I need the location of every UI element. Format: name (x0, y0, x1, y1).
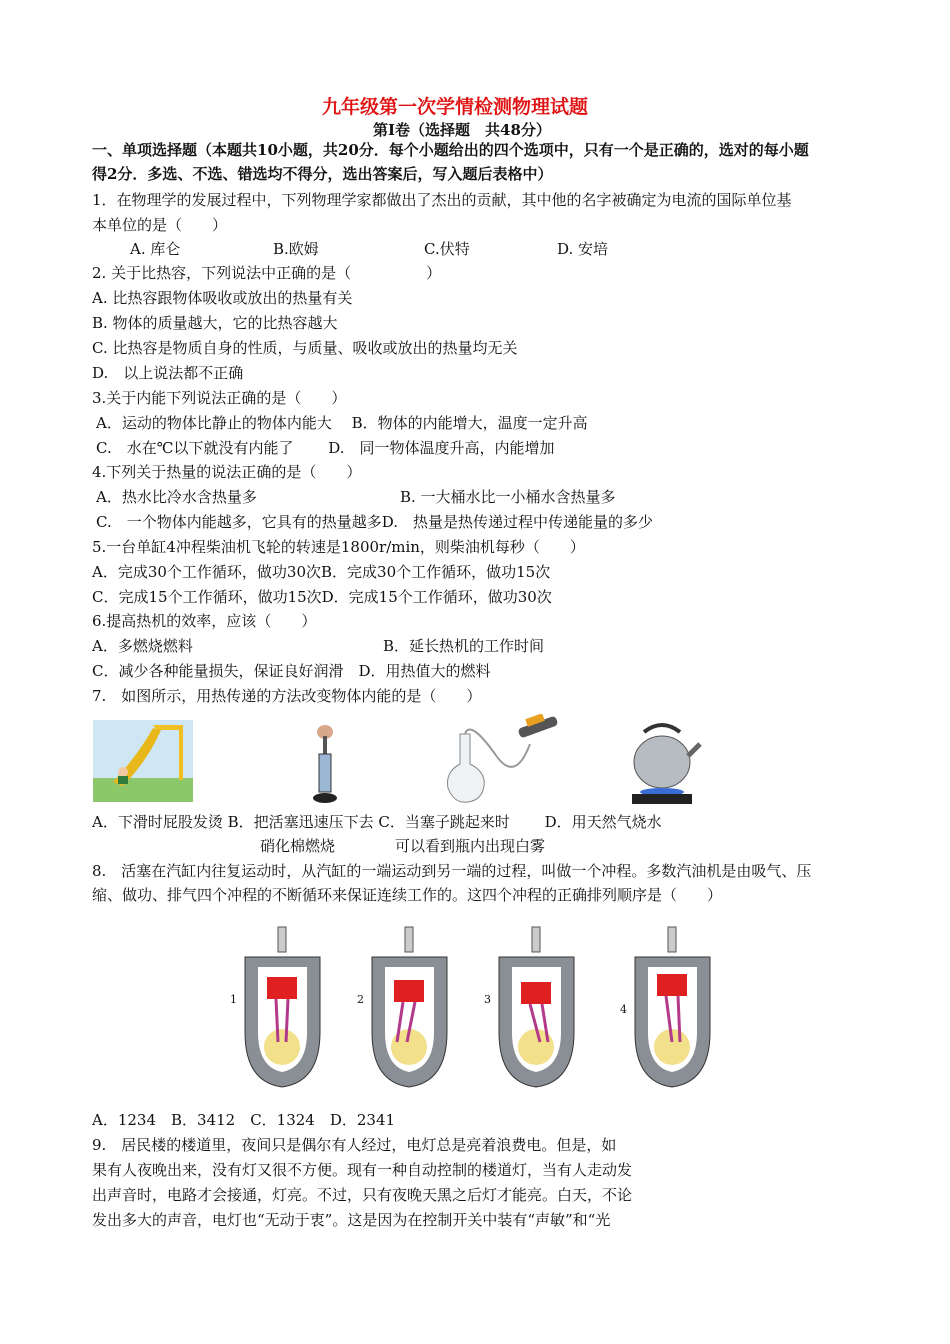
flask-figure (440, 714, 560, 806)
question-9-line-2: 果有人夜晚出来，没有灯又很不方便。现有一种自动控制的楼道灯，当有人走动发 (92, 1161, 633, 1179)
page-title: 九年级第一次学情检测物理试题 (322, 96, 589, 118)
question-7-options-cont: 硝化棉燃烧 可以看到瓶内出现白雾 (260, 837, 546, 855)
engine-label: 4 (620, 1003, 627, 1016)
engine-figure-4 (620, 922, 725, 1102)
question-4-options-cd: C. 一个物体内能越多，它具有的热量越多D. 热量是热传递过程中传递能量的多少 (96, 513, 653, 531)
question-8-stem: 8. 活塞在汽缸内往复运动时，从汽缸的一端运动到另一端的过程，叫做一个冲程。多数汽油机是由吸气、压 (92, 862, 812, 880)
engine-label: 1 (230, 993, 237, 1006)
question-8-stem-cont: 缩、做功、排气四个冲程的不断循环来保证连续工作的。这四个冲程的正确排列顺序是（ ） (92, 886, 723, 904)
question-1-option-c: C.伏特 (424, 240, 470, 258)
question-5-stem: 5.一台单缸4冲程柴油机飞轮的转速是1800r/min，则柴油机每秒（ ） (92, 538, 585, 556)
section-heading: 一、单项选择题（本题共10小题，共20分．每个小题给出的四个选项中，只有一个是正确的，选对的每小题 (92, 141, 809, 159)
question-3-options-ab: A．运动的物体比静止的物体内能大 B．物体的内能增大，温度一定升高 (96, 414, 588, 432)
question-7-stem: 7. 如图所示，用热传递的方法改变物体内能的是（ ） (92, 687, 482, 705)
question-9-line-3: 出声音时，电路才会接通，灯亮。不过，只有夜晚天黑之后灯才能亮。白天，不论 (92, 1186, 633, 1204)
page-subtitle: 第Ⅰ卷（选择题 共48分） (373, 121, 551, 139)
question-2-stem: 2. 关于比热容，下列说法中正确的是（ ） (92, 264, 442, 282)
question-1-stem: 1．在物理学的发展过程中，下列物理学家都做出了杰出的贡献，其中他的名字被确定为电流的国际单位基 (92, 191, 792, 209)
kettle-figure (622, 714, 702, 806)
question-1-stem-cont: 本单位的是（ ） (92, 216, 228, 234)
engine-figure-3 (484, 922, 589, 1102)
question-2-option-b: B. 物体的质量越大，它的比热容越大 (92, 314, 338, 332)
question-2-option-c: C. 比热容是物质自身的性质，与质量、吸收或放出的热量均无关 (92, 339, 518, 357)
question-3-options-cd: C. 水在℃以下就没有内能了 D. 同一物体温度升高，内能增加 (96, 439, 555, 457)
question-4-option-a: A．热水比冷水含热量多 (96, 488, 257, 506)
question-2-option-a: A. 比热容跟物体吸收或放出的热量有关 (92, 289, 353, 307)
engine-label: 2 (357, 993, 364, 1006)
slide-figure (93, 720, 193, 802)
engine-figure-1 (230, 922, 335, 1102)
engine-figure-2 (357, 922, 462, 1102)
question-1-option-a: A. 库仑 (130, 240, 181, 258)
question-6-options-cd: C．减少各种能量损失，保证良好润滑 D．用热值大的燃料 (92, 662, 491, 680)
question-1-option-d: D. 安培 (557, 240, 609, 258)
question-6-option-b: B．延长热机的工作时间 (383, 637, 545, 655)
question-4-stem: 4.下列关于热量的说法正确的是（ ） (92, 463, 362, 481)
question-9-line-1: 9. 居民楼的楼道里，夜间只是偶尔有人经过，电灯总是亮着浪费电。但是，如 (92, 1136, 617, 1154)
question-5-options-cd: C．完成15个工作循环，做功15次D．完成15个工作循环，做功30次 (92, 588, 552, 606)
question-3-stem: 3.关于内能下列说法正确的是（ ） (92, 389, 347, 407)
engine-label: 3 (484, 993, 491, 1006)
question-4-option-b: B. 一大桶水比一小桶水含热量多 (400, 488, 616, 506)
question-5-options-ab: A．完成30个工作循环，做功30次B．完成30个工作循环，做功15次 (92, 563, 551, 581)
question-1-option-b: B.欧姆 (273, 240, 319, 258)
question-7-options: A．下滑时屁股发烫 B．把活塞迅速压下去 C．当塞子跳起来时 D．用天然气烧水 (92, 813, 662, 831)
question-8-options: A．1234 B．3412 C．1324 D．2341 (92, 1111, 396, 1129)
pump-figure (305, 724, 350, 804)
question-2-option-d: D. 以上说法都不正确 (92, 364, 244, 382)
question-6-option-a: A．多燃烧燃料 (92, 637, 193, 655)
question-9-line-4: 发出多大的声音，电灯也“无动于衷”。这是因为在控制开关中装有“声敏”和“光 (92, 1211, 611, 1229)
section-heading-cont: 得2分．多选、不选、错选均不得分，选出答案后，写入题后表格中） (92, 165, 553, 183)
question-6-stem: 6.提高热机的效率，应该（ ） (92, 612, 317, 630)
